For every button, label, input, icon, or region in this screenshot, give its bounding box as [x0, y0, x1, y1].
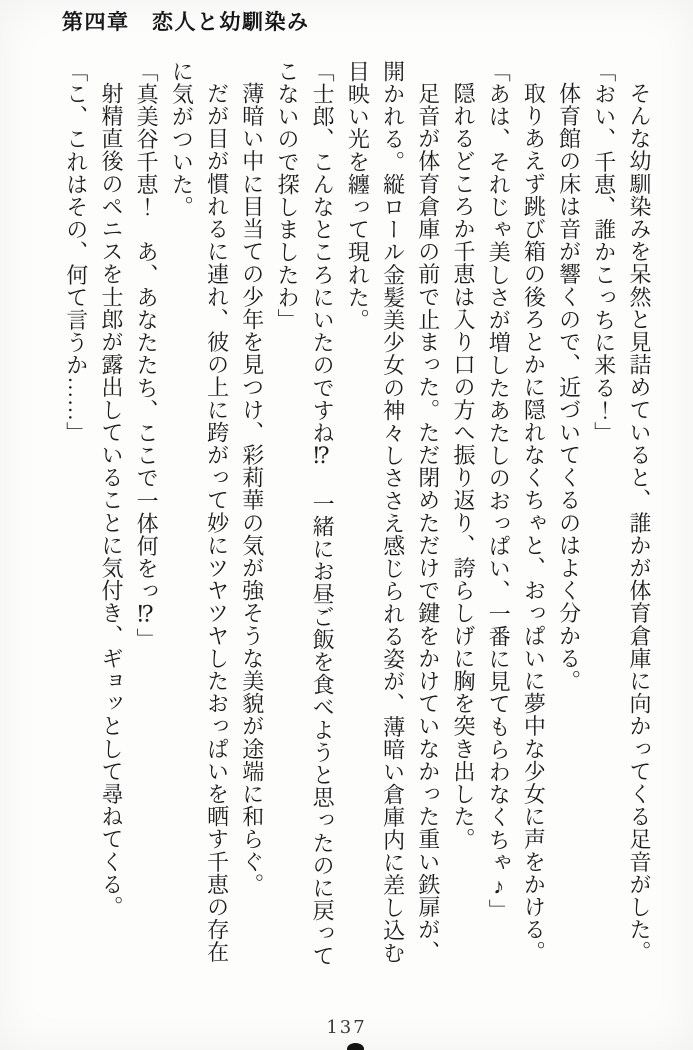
- text-line: に気がついた。: [169, 60, 195, 219]
- text-line: 「士郎、こんなところにいたのですね⁉ 一緒にお昼ご飯を食べようと思ったのに戻って: [310, 60, 336, 967]
- text-line: 目映い光を纏って現れた。: [345, 60, 371, 332]
- text-line: そんな幼馴染みを呆然と見詰めていると、誰かが体育倉庫に向かってくる足音がした。: [627, 82, 652, 964]
- body-text: [59, 60, 657, 984]
- text-line: 「真美谷千恵！ あ、あなたたち、ここで一体何をっ⁉」: [134, 60, 160, 651]
- text-line: 「あは、それじゃ美しさが増したあたしのおっぱい、一番に見てもらわなくちゃ♪」: [486, 60, 512, 922]
- text-line: 体育館の床は音が響くので、近づいてくるのはよく分かる。: [556, 82, 582, 693]
- text-line: だが目が慣れるに連れ、彼の上に跨がって妙にツヤツヤしたおっぱいを晒す千恵の存在: [204, 82, 230, 964]
- text-line: 射精直後のペニスを士郎が露出していることに気付き、ギョッとして尋ねてくる。: [98, 82, 124, 919]
- chapter-heading: 第四章 恋人と幼馴染み: [62, 10, 310, 34]
- text-line: 隠れるどころか千恵は入り口の方へ振り返り、誇らしげに胸を突き出した。: [450, 82, 476, 851]
- text-line: 開かれる。縦ロール金髪美少女の神々しささえ感じられる姿が、薄暗い倉庫内に差し込む: [380, 60, 406, 964]
- text-line: 「こ、これはその、何て言うか……」: [63, 60, 89, 445]
- text-line: 「おい、千恵、誰かこっちに来る！」: [591, 60, 617, 445]
- text-line: 取りあえず跳び箱の後ろとかに隠れなくちゃと、おっぱいに夢中な少女に声をかける。: [521, 82, 547, 964]
- page-edge-mark: [347, 1043, 364, 1050]
- page-number: 137: [326, 1017, 367, 1038]
- text-line: 薄暗い中に目当ての少年を見つけ、彩莉華の気が強そうな美貌が途端に和らぐ。: [239, 82, 265, 896]
- text-line: 足音が体育倉庫の前で止まった。ただ閉めただけで鍵をかけていなかった重い鉄扉が、: [415, 82, 441, 964]
- text-line: こないので探しましたわ」: [274, 60, 300, 332]
